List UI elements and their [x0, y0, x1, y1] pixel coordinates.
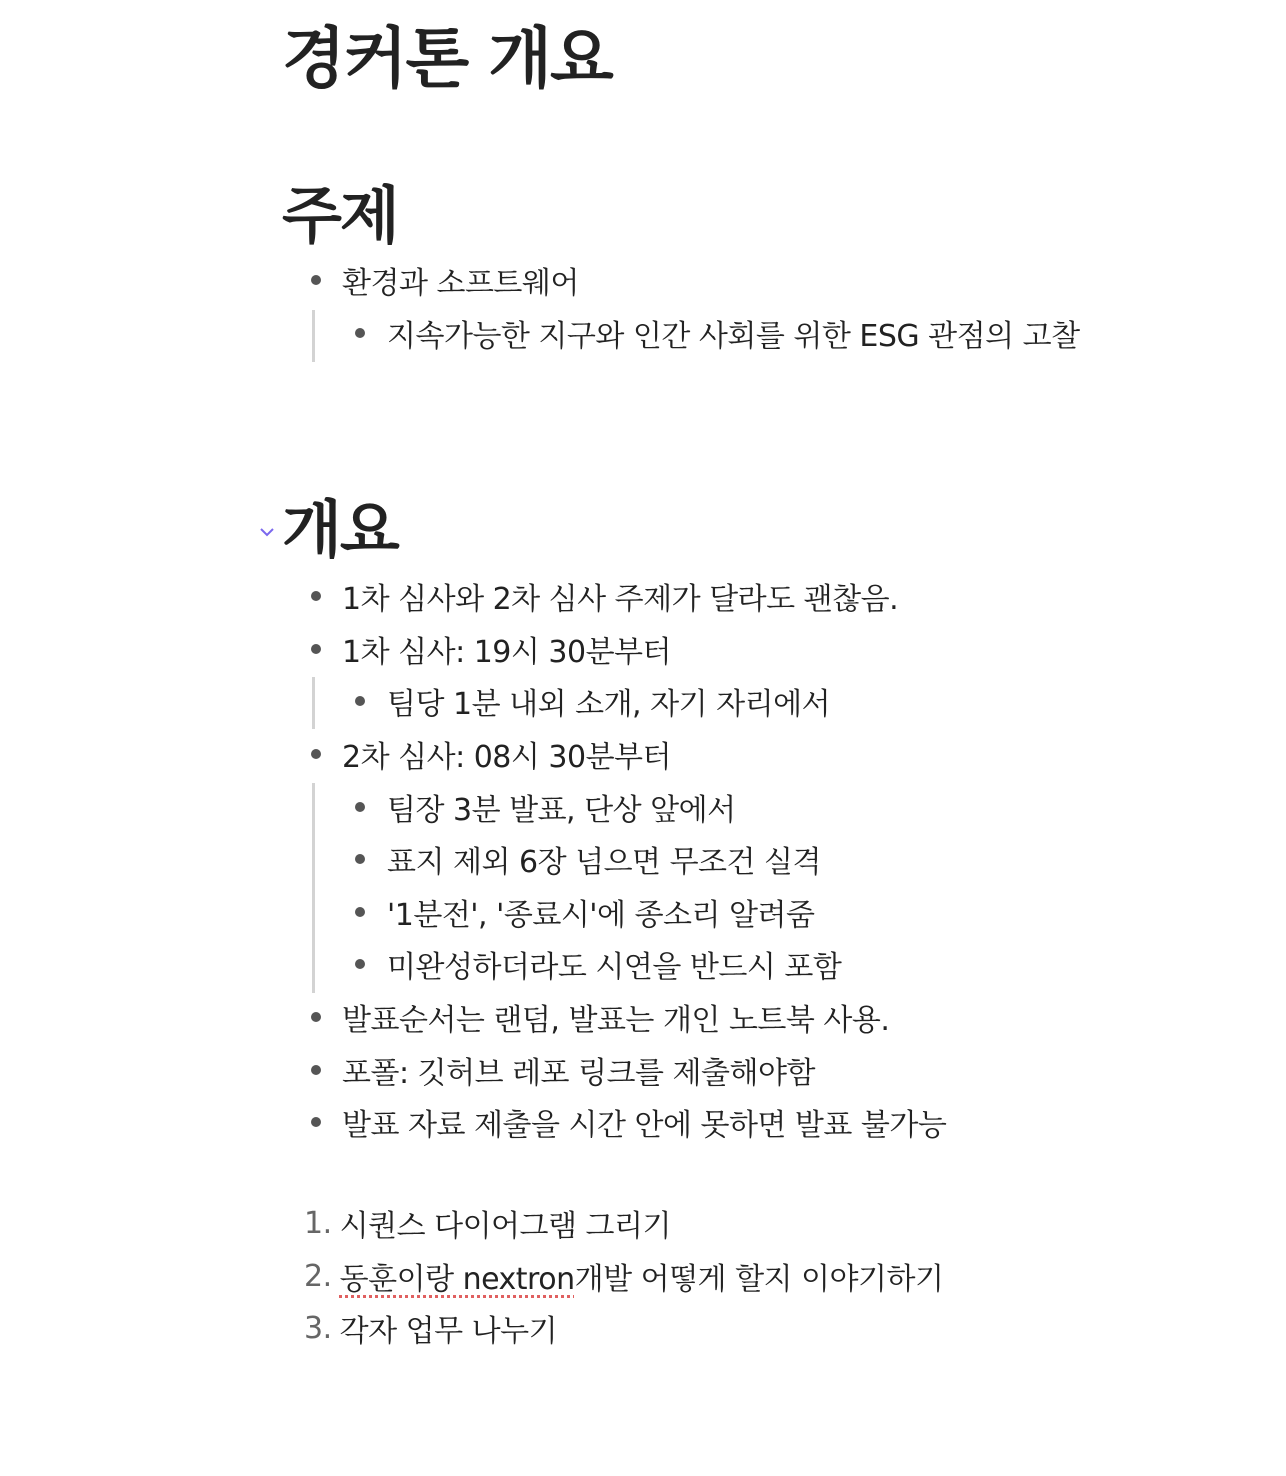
list-item[interactable] [311, 991, 889, 1043]
list-item-text: 표지 제외 6장 넘으면 무조건 실격 [387, 845, 822, 880]
indent-guide [312, 677, 315, 729]
list-item-text: 발표 자료 제출을 시간 안에 못하면 발표 불가능 [342, 1108, 947, 1143]
indent-guide [312, 783, 315, 993]
bullet-icon [311, 1117, 321, 1127]
list-item[interactable] [355, 833, 821, 885]
list-item[interactable] [355, 675, 830, 727]
bullet-icon [311, 591, 321, 601]
indent-guide [312, 310, 315, 362]
list-item-text: 환경과 소프트웨어 [342, 266, 579, 301]
list-item[interactable] [311, 728, 671, 780]
numbered-item-text: 개발 어떻게 할지 이야기하기 [574, 1262, 944, 1297]
bullet-icon [311, 749, 321, 759]
list-number: 2. [304, 1258, 332, 1294]
bullet-icon [355, 328, 365, 338]
list-item[interactable] [355, 938, 841, 990]
heading-overview[interactable]: 개요 [282, 493, 398, 566]
list-item[interactable] [355, 307, 1080, 359]
bullet-icon [311, 275, 321, 285]
list-item-text: 지속가능한 지구와 인간 사회를 위한 ESG 관점의 고찰 [387, 319, 1080, 354]
list-item-text: 포폴: 깃허브 레포 링크를 제출해야함 [342, 1056, 815, 1091]
bullet-icon [311, 1065, 321, 1075]
list-number: 3. [304, 1310, 332, 1346]
list-item-text: 2차 심사: 08시 30분부터 [342, 740, 672, 775]
bullet-icon [355, 854, 365, 864]
bullet-icon [311, 1012, 321, 1022]
list-item[interactable] [355, 781, 736, 833]
list-item[interactable] [311, 623, 671, 675]
chevron-down-icon[interactable] [258, 524, 276, 538]
list-item-text: 1차 심사와 2차 심사 주제가 달라도 괜찮음. [342, 582, 899, 617]
list-item[interactable] [311, 570, 898, 622]
list-item-text: 미완성하더라도 시연을 반드시 포함 [387, 950, 842, 985]
heading-topic[interactable]: 주제 [282, 179, 398, 252]
numbered-item-text: 시퀀스 다이어그램 그리기 [339, 1209, 671, 1244]
numbered-item[interactable] [304, 1302, 557, 1354]
numbered-item[interactable] [304, 1197, 671, 1249]
list-item-text: 팀당 1분 내외 소개, 자기 자리에서 [387, 687, 831, 722]
page-title[interactable]: 경커톤 개요 [282, 20, 612, 97]
list-item-text: 1차 심사: 19시 30분부터 [342, 635, 672, 670]
list-number: 1. [304, 1205, 332, 1241]
bullet-icon [355, 696, 365, 706]
list-item-text: 발표순서는 랜덤, 발표는 개인 노트북 사용. [342, 1003, 890, 1038]
list-item-text: 팀장 3분 발표, 단상 앞에서 [387, 793, 736, 828]
list-item[interactable] [311, 1096, 946, 1148]
numbered-item-text: 각자 업무 나누기 [339, 1314, 558, 1349]
list-item[interactable] [311, 1044, 815, 1096]
list-item[interactable] [311, 254, 579, 306]
bullet-icon [355, 959, 365, 969]
bullet-icon [311, 644, 321, 654]
numbered-item[interactable] [304, 1250, 943, 1302]
misspelled-text: 동훈이랑 nextron [339, 1262, 575, 1297]
list-item[interactable] [355, 886, 814, 938]
bullet-icon [355, 802, 365, 812]
list-item-text: '1분전', '종료시'에 종소리 알려줌 [387, 898, 815, 933]
bullet-icon [355, 907, 365, 917]
